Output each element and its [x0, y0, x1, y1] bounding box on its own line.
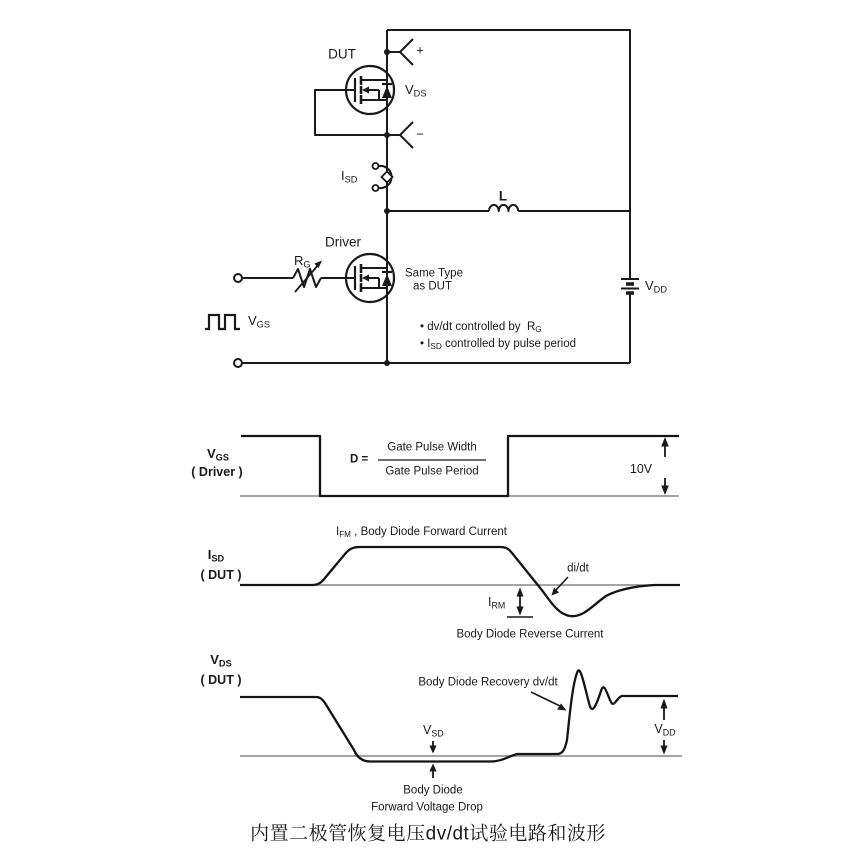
- dut-label: DUT: [328, 46, 356, 62]
- vdd-battery-label: $V_{DD}$: [645, 278, 667, 295]
- minus-sign: −: [416, 126, 424, 142]
- figure-caption: 内置二极管恢复电压dv/dt试验电路和波形: [250, 823, 606, 845]
- vds-probe-label: $V_{DS}$: [405, 82, 427, 99]
- driver-label: Driver: [325, 234, 361, 250]
- isd-panel-paren: ( DUT ): [200, 567, 242, 582]
- vsd-label: $V_{SD}$: [423, 722, 444, 739]
- reverse-current-label: Body Diode Reverse Current: [456, 628, 604, 641]
- vgs-squarewave-icon: [205, 315, 240, 329]
- vds-panel-label: $V_{DS}$: [210, 652, 232, 669]
- vgs-panel-paren: ( Driver ): [191, 464, 243, 479]
- vdd-battery: [621, 279, 639, 293]
- inductor-label: L: [498, 188, 508, 204]
- isd-probe-label: $I_{SD}$: [341, 168, 358, 185]
- ten-volt-label: 10V: [629, 461, 653, 476]
- forward-drop-line1: Body Diode: [403, 784, 463, 797]
- recovery-dvdt-arrow: [531, 692, 567, 711]
- note-isd: • $I_{SD}$ controlled by pulse period: [420, 337, 577, 352]
- inductor: [387, 205, 630, 211]
- isd-current-probe: [373, 163, 393, 191]
- same-type-line2: as DUT: [413, 280, 452, 293]
- input-terminal-bottom: [234, 359, 242, 367]
- duty-denominator: Gate Pulse Period: [385, 465, 479, 478]
- irm-arrow: [507, 588, 533, 618]
- input-terminal-top: [234, 274, 242, 282]
- rg-label: $R_G$: [294, 253, 311, 270]
- didt-arrow: [552, 577, 569, 596]
- duty-numerator: Gate Pulse Width: [387, 441, 477, 454]
- isd-waveform: [240, 547, 680, 616]
- note-dvdt: • dv/dt controlled by $R_G$: [420, 320, 542, 335]
- duty-lhs: D =: [350, 453, 369, 466]
- vsd-arrows: [429, 741, 436, 778]
- recovery-dvdt-label: Body Diode Recovery dv/dt: [418, 676, 558, 689]
- vgs-source-label: $V_{GS}$: [248, 313, 270, 330]
- irm-label: $I_{RM}$: [488, 594, 506, 611]
- didt-label: di/dt: [567, 562, 589, 575]
- ifm-annotation: $I_{FM}$ , Body Diode Forward Current: [336, 525, 507, 540]
- vgs-panel-label: $V_{GS}$: [207, 446, 229, 463]
- ten-volt-arrow: [661, 437, 669, 495]
- circuit-rails: [242, 30, 630, 363]
- plus-sign: +: [416, 42, 424, 58]
- isd-panel-label: $I_{SD}$: [207, 547, 225, 564]
- vdd-level-label: $V_{DD}$: [654, 721, 676, 738]
- same-type-line1: Same Type: [405, 267, 463, 280]
- vds-panel-paren: ( DUT ): [200, 672, 242, 687]
- forward-drop-line2: Forward Voltage Drop: [371, 801, 483, 814]
